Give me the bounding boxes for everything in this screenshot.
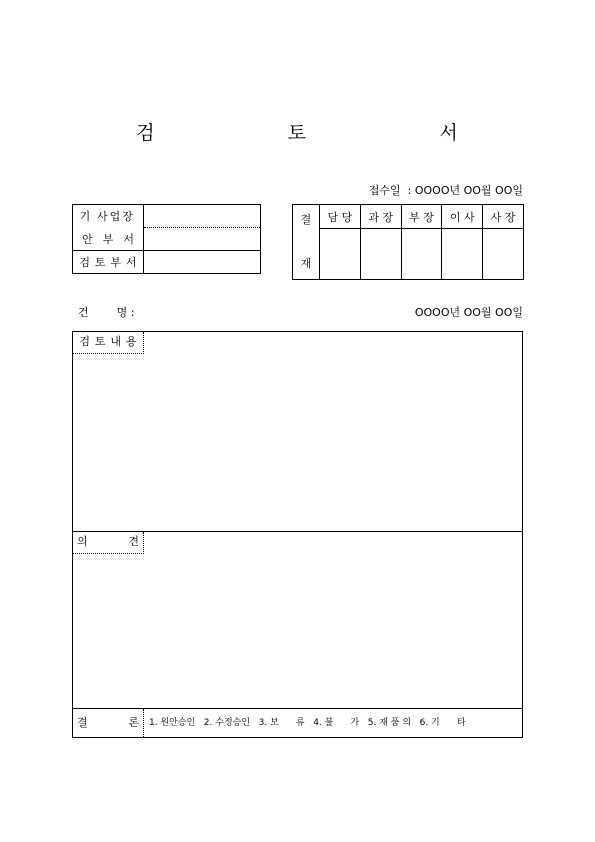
origin-label-review-dept: 검 토 부 서: [73, 251, 144, 274]
origin-label-department: 안 부 서: [73, 228, 144, 251]
opinion-section[interactable]: [72, 531, 523, 709]
signature-box-manager[interactable]: [360, 229, 401, 280]
opinion-label: 의 견: [73, 532, 144, 554]
origin-value-department[interactable]: [144, 228, 261, 251]
approval-role-dept-head: 부 장: [401, 205, 442, 229]
origin-label-drafting: 기 사업장: [73, 205, 144, 228]
approval-header: 결 재: [293, 205, 320, 280]
approval-role-president: 사 장: [483, 205, 524, 229]
conclusion-options[interactable]: 1. 원안승인 2. 수정승인 3. 보 류 4. 불 가 5. 재 품 의 6. 기 타: [149, 718, 466, 728]
origin-value-drafting-workplace[interactable]: [144, 205, 261, 228]
review-content-section[interactable]: [72, 331, 523, 532]
subject-date: OOOO년 OO월 OO일: [414, 306, 523, 319]
signature-box-president[interactable]: [483, 229, 524, 280]
signature-box-dept-head[interactable]: [401, 229, 442, 280]
review-content-label: 검 토 내 용: [73, 332, 144, 354]
approval-table: [292, 204, 524, 280]
document-title: 검 토 서: [136, 122, 459, 144]
approval-role-director: 이 사: [442, 205, 483, 229]
approval-role-manager: 과 장: [360, 205, 401, 229]
origin-table: [72, 204, 261, 274]
signature-box-director[interactable]: [442, 229, 483, 280]
conclusion-section: [72, 708, 523, 738]
receipt-date: 접수일 : OOOO년 OO월 OO일: [368, 184, 523, 197]
conclusion-label: 결 론: [73, 709, 144, 737]
origin-value-review-dept[interactable]: [144, 251, 261, 274]
signature-box-staff[interactable]: [320, 229, 361, 280]
subject-label: 건 명 :: [78, 306, 135, 319]
approval-role-staff: 담 당: [320, 205, 361, 229]
